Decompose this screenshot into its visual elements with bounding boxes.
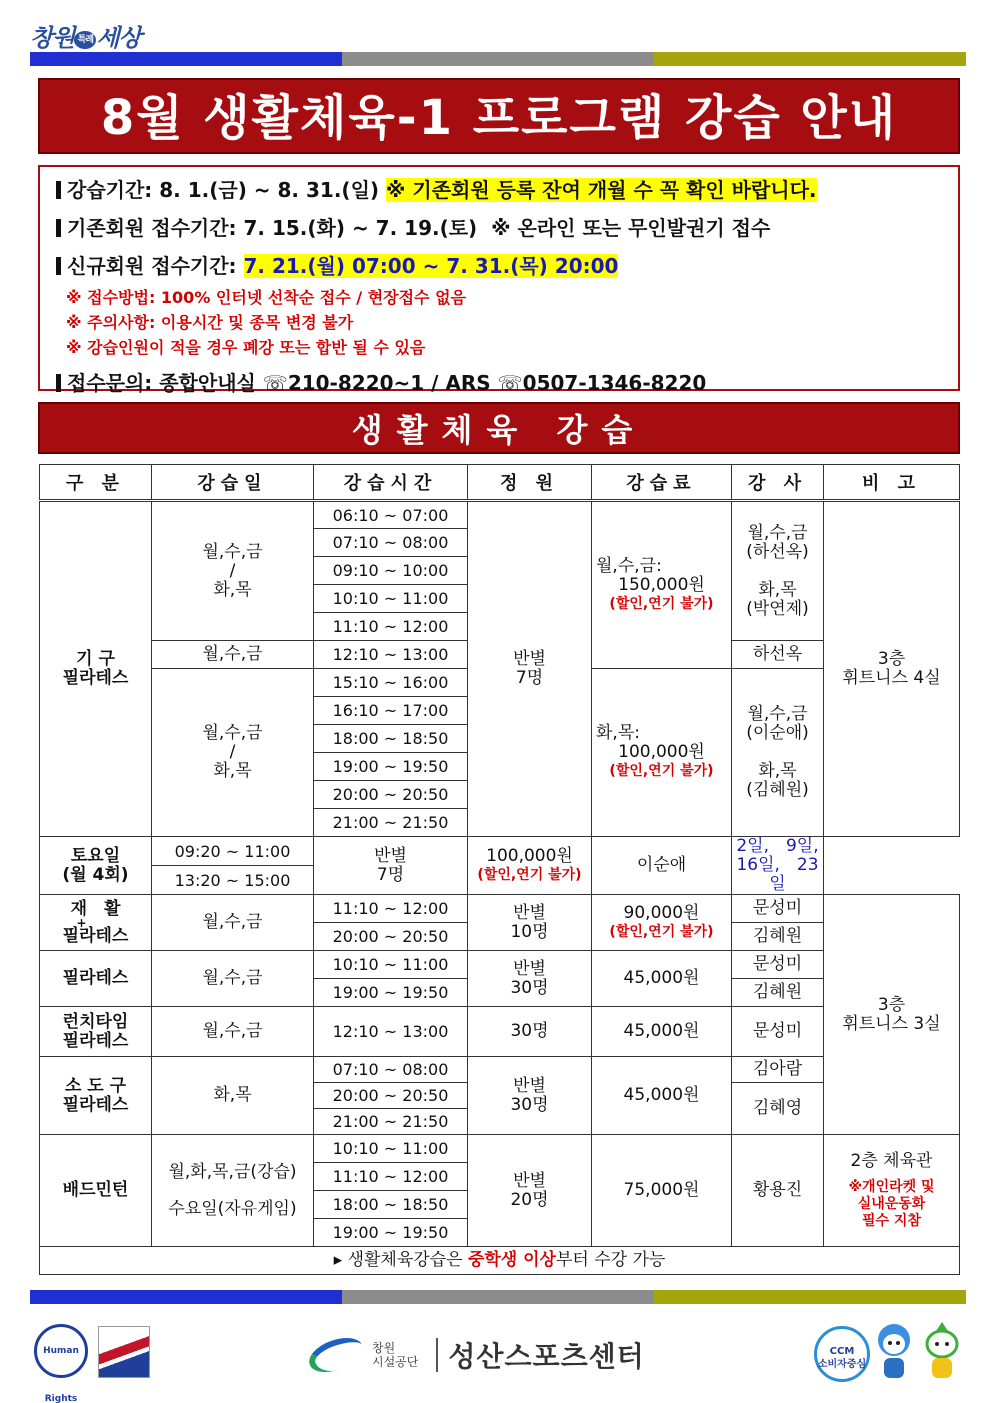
fee-amount: 90,000원 [623, 902, 700, 923]
no-discount-note: (할인,연기 불가) [609, 923, 714, 940]
instructor: 황용진 [732, 1135, 824, 1247]
period-line [56, 171, 958, 209]
lesson-time: 12:10 ~ 13:00 [314, 1007, 468, 1057]
program-name: 배드민턴 [40, 1135, 152, 1247]
program-name-2: 필라테스 [62, 925, 129, 946]
lesson-time: 15:10 ~ 16:00 [314, 669, 468, 697]
saturday-dates-2: 16일, 23일 [736, 855, 819, 894]
existing-note: ※ 온라인 또는 무인발권기 접수 [491, 216, 771, 240]
lesson-time: 11:10 ~ 12:00 [314, 1163, 468, 1191]
new-label: 신규회원 접수기간: [67, 254, 237, 278]
fee-rehab [592, 895, 732, 951]
fee-tt [592, 669, 732, 837]
plus-sign: + [76, 915, 87, 930]
contact-line [56, 364, 958, 402]
lesson-time: 19:00 ~ 19:50 [314, 753, 468, 781]
instructor: 문성미 [732, 1007, 824, 1057]
logo-divider [436, 1338, 438, 1372]
fee-amount: 150,000원 [618, 574, 705, 595]
new-period: 7. 21.(월) 07:00 ~ 7. 31.(목) 20:00 [243, 254, 619, 278]
table-row [40, 951, 960, 979]
lesson-days: 토요일 (월 4회) [40, 837, 152, 895]
center-logo [308, 1330, 645, 1380]
no-discount-note: (할인,연기 불가) [609, 595, 714, 612]
location-note: 3층 휘트니스 4실 [824, 501, 960, 837]
program-name: 필라테스 [40, 951, 152, 1007]
table-header-row [40, 465, 960, 501]
top-color-bar [30, 52, 966, 66]
mascot-green-icon [920, 1320, 964, 1386]
period-label: 강습기간: 8. 1.(금) ~ 8. 31.(일) [67, 178, 380, 202]
equipment-note: ※개인라켓 및 실내운동화 필수 지참 [848, 1178, 935, 1229]
contact-text: 접수문의: 종합안내실 ☏210-8220~1 / ARS ☏0507-1346-8220 [67, 371, 707, 395]
certification-flag-icon [98, 1326, 150, 1378]
lesson-time: 13:20 ~ 15:00 [152, 866, 314, 895]
new-member-line [56, 247, 958, 285]
program-name: 소 도 구 필라테스 [40, 1057, 152, 1135]
col-header: 강습일 [152, 465, 314, 501]
instructor: 문성미 [732, 951, 824, 979]
lesson-time: 20:00 ~ 20:50 [314, 781, 468, 809]
existing-label: 기존회원 접수기간: 7. 15.(화) ~ 7. 19.(토) [67, 216, 478, 240]
location-note [824, 1135, 960, 1247]
table-footer-row [40, 1247, 960, 1275]
swirl-logo-icon [305, 1331, 368, 1378]
program-name [40, 895, 152, 951]
instructor: 문성미 [732, 895, 824, 923]
existing-member-line [56, 209, 958, 247]
fee-amount: 100,000원 [618, 742, 705, 762]
fee-label: 화,목: [596, 723, 640, 743]
col-header: 강 사 [732, 465, 824, 501]
fee-label: 월,수,금: [596, 555, 662, 576]
ccm-badge-icon: CCM 소비자중심 [814, 1326, 870, 1382]
lesson-time: 09:10 ~ 10:00 [314, 557, 468, 585]
capacity: 반별 7명 [314, 837, 468, 895]
table-row [40, 837, 960, 866]
saturday-dates [732, 837, 824, 895]
gym-note: 2층 체육관 [850, 1150, 933, 1171]
footer-post: 부터 수강 가능 [555, 1250, 666, 1270]
capacity: 30명 [468, 1007, 592, 1057]
lesson-time: 19:00 ~ 19:50 [314, 979, 468, 1007]
top-logo [30, 18, 141, 53]
instructor: 김혜영 [732, 1083, 824, 1135]
capacity: 반별 30명 [468, 951, 592, 1007]
fee-amount: 45,000원 [592, 1007, 732, 1057]
capacity: 반별 30명 [468, 1057, 592, 1135]
lesson-days: 월,수,금 [152, 641, 314, 669]
instructor: 김혜원 [732, 979, 824, 1007]
footer-em: 중학생 이상 [467, 1250, 556, 1270]
fee-amount: 45,000원 [592, 1057, 732, 1135]
instructor: 월,수,금 (이순애) 화,목 (김혜원) [732, 669, 824, 837]
notice-item: ※ 접수방법: 100% 인터넷 선착순 접수 / 현장접수 없음 [66, 288, 466, 307]
eligibility-note [40, 1247, 960, 1275]
period-note: ※ 기존회원 등록 잔여 개월 수 꼭 확인 바랍니다. [386, 178, 817, 202]
lesson-days-2: 수요일(자유게임) [168, 1198, 297, 1219]
lesson-time: 16:10 ~ 17:00 [314, 697, 468, 725]
lesson-days: 화,목 [152, 1057, 314, 1135]
lesson-time: 12:10 ~ 13:00 [314, 641, 468, 669]
instructor: 월,수,금 (하선옥) 화,목 (박연제) [732, 501, 824, 641]
bottom-color-bar [30, 1290, 966, 1304]
lesson-time: 09:20 ~ 11:00 [152, 837, 314, 866]
footer-pre: ▸ 생활체육강습은 [333, 1250, 468, 1270]
fee-amount: 45,000원 [592, 951, 732, 1007]
fee-amount: 100,000원 [486, 845, 573, 866]
program-name-1: 재 활 [70, 898, 121, 919]
lesson-time: 21:00 ~ 21:50 [314, 809, 468, 837]
table-row [40, 1007, 960, 1057]
lesson-days-1: 월,화,목,금(강습) [168, 1161, 297, 1182]
lesson-time: 10:10 ~ 11:00 [314, 1135, 468, 1163]
no-discount-note: (할인,연기 불가) [609, 763, 714, 779]
lesson-days: 월,수,금 [152, 1007, 314, 1057]
registration-info-box [38, 165, 960, 395]
lesson-time: 11:10 ~ 12:00 [314, 613, 468, 641]
table-row [40, 1135, 960, 1163]
fee-saturday [468, 837, 592, 895]
table-row [40, 1057, 960, 1083]
location-note: 3층 휘트니스 3실 [824, 895, 960, 1135]
lesson-days: 월,수,금 [152, 951, 314, 1007]
lesson-time: 10:10 ~ 11:00 [314, 585, 468, 613]
fee-amount: 75,000원 [592, 1135, 732, 1247]
no-discount-note: (할인,연기 불가) [477, 866, 582, 883]
fee-mwf [592, 501, 732, 669]
instructor: 이순애 [592, 837, 732, 895]
notice-item: ※ 강습인원이 적을 경우 폐강 또는 합반 될 수 있음 [66, 338, 426, 357]
lesson-time: 20:00 ~ 20:50 [314, 1083, 468, 1109]
mascot-blue-icon [874, 1320, 914, 1386]
human-rights-badge-icon: Human Rights [34, 1324, 88, 1378]
lesson-days: 월,수,금 / 화,목 [152, 669, 314, 837]
logo-tail: 세상 [96, 23, 141, 52]
lesson-time: 06:10 ~ 07:00 [314, 501, 468, 529]
org-name: 창원 시설공단 [372, 1341, 419, 1369]
col-header: 비 고 [824, 465, 960, 501]
capacity: 반별 10명 [468, 895, 592, 951]
col-header: 강습시간 [314, 465, 468, 501]
page-title: 8월 생활체육-1 프로그램 강습 안내 [38, 78, 960, 154]
lesson-time: 18:00 ~ 18:50 [314, 1191, 468, 1219]
table-row [40, 501, 960, 529]
section-title: 생활체육 강습 [38, 402, 960, 454]
col-header: 구 분 [40, 465, 152, 501]
lesson-days: 월,수,금 / 화,목 [152, 501, 314, 641]
logo-mark: 특례 [74, 31, 96, 49]
capacity: 반별 20명 [468, 1135, 592, 1247]
notice-item: ※ 주의사항: 이용시간 및 종목 변경 불가 [66, 313, 354, 332]
capacity: 반별 7명 [468, 501, 592, 837]
instructor: 김아람 [732, 1057, 824, 1083]
lesson-time: 10:10 ~ 11:00 [314, 951, 468, 979]
lesson-time: 07:10 ~ 08:00 [314, 529, 468, 557]
lesson-days: 월,수,금 [152, 895, 314, 951]
footer-logos [0, 1318, 992, 1403]
center-name: 성산스포츠센터 [448, 1340, 645, 1373]
instructor: 김혜원 [732, 923, 824, 951]
logo-text: 창원 [30, 23, 75, 52]
schedule-table [39, 464, 960, 1275]
lesson-days [152, 1135, 314, 1247]
instructor: 하선옥 [732, 641, 824, 669]
saturday-dates-1: 2일, 9일, [736, 836, 819, 856]
lesson-time: 11:10 ~ 12:00 [314, 895, 468, 923]
lesson-time: 19:00 ~ 19:50 [314, 1219, 468, 1247]
notice-list [56, 285, 958, 360]
lesson-time: 18:00 ~ 18:50 [314, 725, 468, 753]
program-name: 런치타임 필라테스 [40, 1007, 152, 1057]
table-row [40, 895, 960, 923]
lesson-time: 21:00 ~ 21:50 [314, 1109, 468, 1135]
program-name: 기 구 필라테스 [40, 501, 152, 837]
lesson-time: 07:10 ~ 08:00 [314, 1057, 468, 1083]
lesson-time: 20:00 ~ 20:50 [314, 923, 468, 951]
col-header: 정 원 [468, 465, 592, 501]
col-header: 강습료 [592, 465, 732, 501]
